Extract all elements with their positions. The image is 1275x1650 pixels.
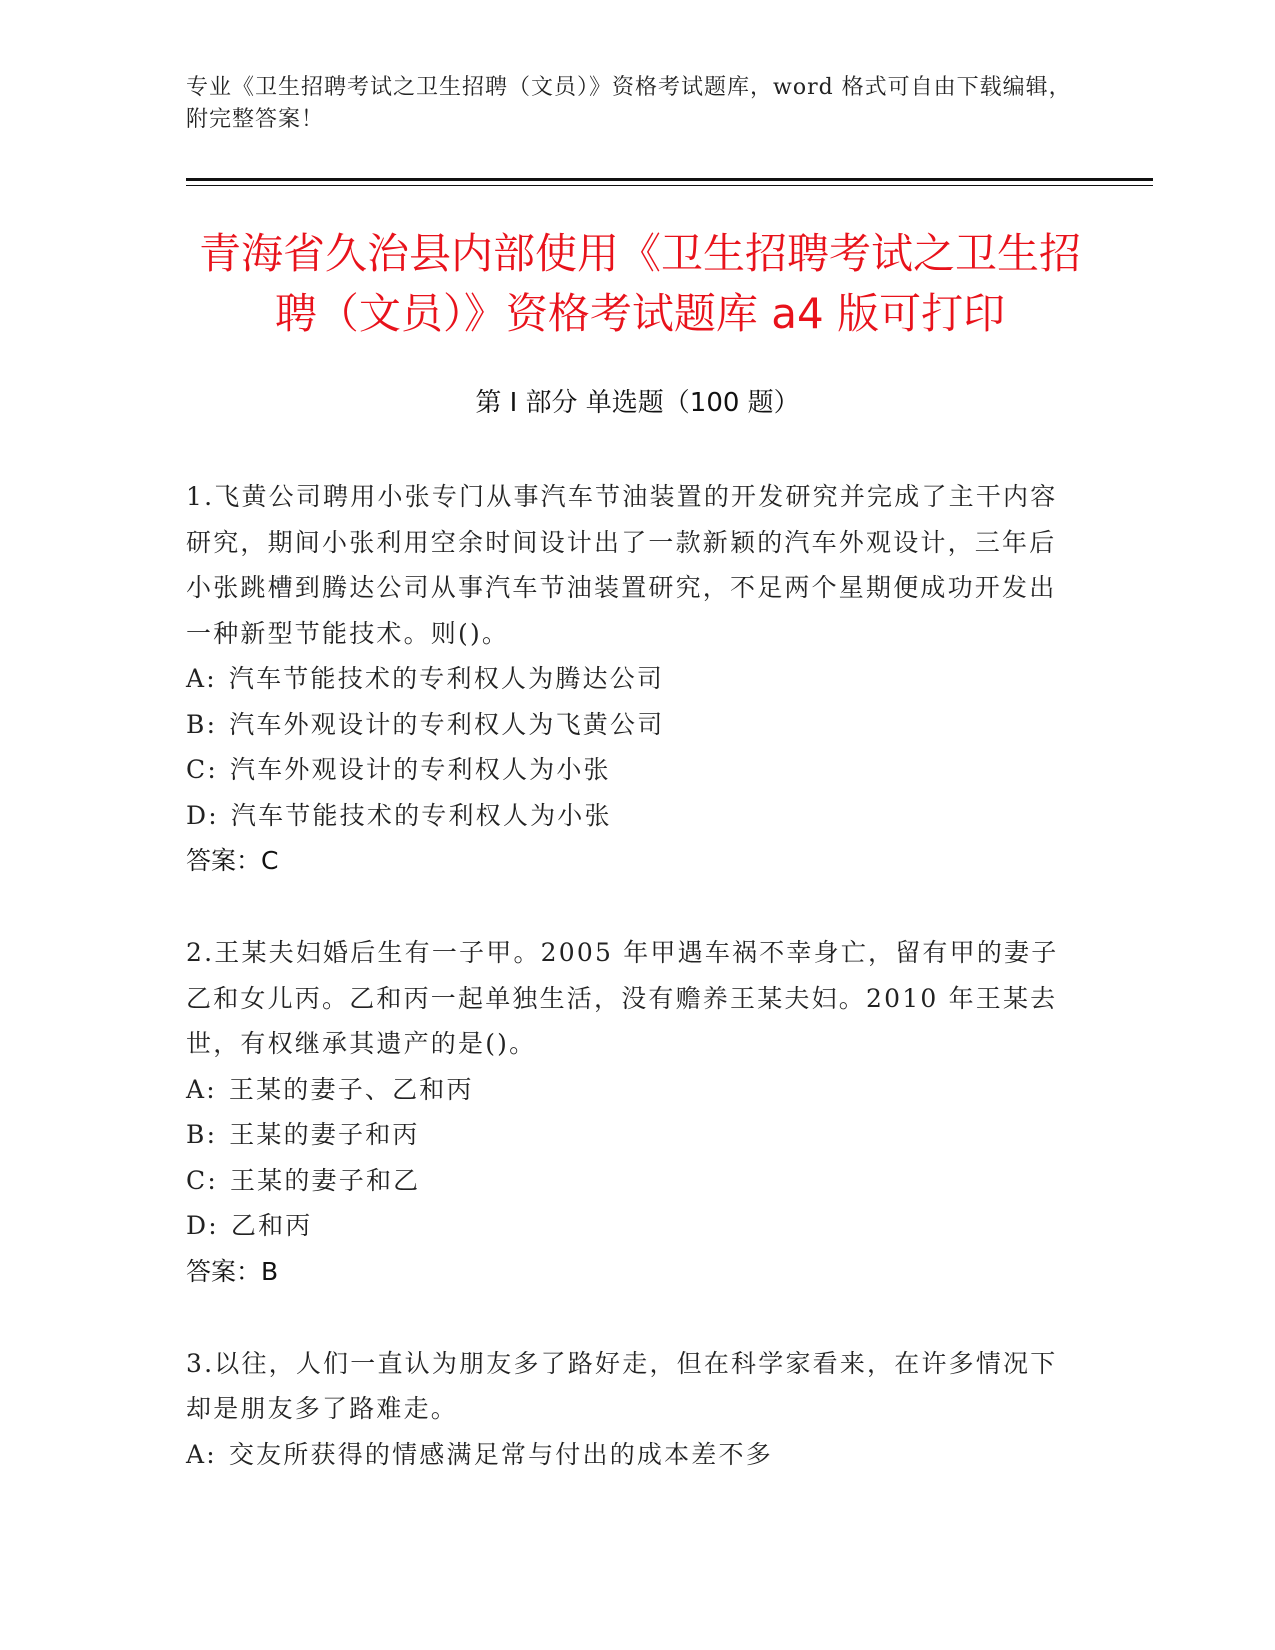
option-b xyxy=(186,702,1066,748)
option-text: 王某的妻子、乙和丙 xyxy=(228,1074,474,1104)
option-letter: A: xyxy=(186,1439,217,1469)
answer-line: 答案：B xyxy=(186,1256,279,1286)
option-text: 乙和丙 xyxy=(230,1211,313,1240)
section-heading: 第 I 部分 单选题（100 题） xyxy=(475,388,800,418)
question-stem: 3.以往，人们一直认为朋友多了路好走，但在科学家看来，在许多情况下却是朋友多了路难走。 xyxy=(186,1348,1058,1423)
option-d xyxy=(186,1203,1066,1249)
option-letter: B: xyxy=(186,1120,218,1149)
option-text: 交友所获得的情感满足常与付出的成本差不多 xyxy=(228,1439,773,1469)
option-d xyxy=(186,793,1066,839)
option-c xyxy=(186,1158,1066,1204)
question-1 xyxy=(186,474,1066,883)
option-letter: D: xyxy=(186,800,219,830)
option-letter: C: xyxy=(186,1165,218,1195)
question-stem: 2.王某夫妇婚后生有一子甲。2005 年甲遇车祸不幸身亡，留有甲的妻子乙和女儿丙。乙和丙一起单独生活，没有赡养王某夫妇。2010 年王某去世，有权继承其遗产的是()。 xyxy=(186,938,1059,1058)
option-b xyxy=(186,1112,1066,1158)
document-title: 青海省久治县内部使用《卫生招聘考试之卫生招聘（文员）》资格考试题库 a4 版可打印 xyxy=(198,229,1081,338)
question-2 xyxy=(186,930,1066,1294)
header-divider-thick xyxy=(186,178,1153,181)
question-list xyxy=(186,474,1066,1524)
option-letter: A: xyxy=(186,1074,217,1104)
header-divider-thin xyxy=(186,185,1153,186)
header-note: 专业《卫生招聘考试之卫生招聘（文员）》资格考试题库，word 格式可自由下载编辑，附完整答案！ xyxy=(186,75,1072,132)
option-text: 王某的妻子和丙 xyxy=(229,1120,420,1149)
option-text: 王某的妻子和乙 xyxy=(229,1165,421,1195)
option-text: 汽车节能技术的专利权人为腾达公司 xyxy=(228,664,665,693)
option-letter: B: xyxy=(186,709,218,739)
option-text: 汽车外观设计的专利权人为小张 xyxy=(229,755,611,784)
option-text: 汽车外观设计的专利权人为飞黄公司 xyxy=(229,709,665,739)
option-letter: C: xyxy=(186,755,218,784)
question-3 xyxy=(186,1341,1066,1478)
answer-line: 答案：C xyxy=(186,846,279,875)
option-text: 汽车节能技术的专利权人为小张 xyxy=(230,800,612,830)
option-letter: D: xyxy=(186,1211,219,1240)
option-letter: A: xyxy=(186,664,217,693)
option-a xyxy=(186,1432,1066,1478)
option-a xyxy=(186,1067,1066,1113)
option-c xyxy=(186,747,1066,793)
option-a xyxy=(186,656,1066,702)
question-stem: 1.飞黄公司聘用小张专门从事汽车节油装置的开发研究并完成了主干内容研究，期间小张利用空余时间设计出了一款新颖的汽车外观设计，三年后小张跳槽到腾达公司从事汽车节油装置研究，不足两个星期便成功开发出一种新型节能技术。则()。 xyxy=(186,482,1058,648)
